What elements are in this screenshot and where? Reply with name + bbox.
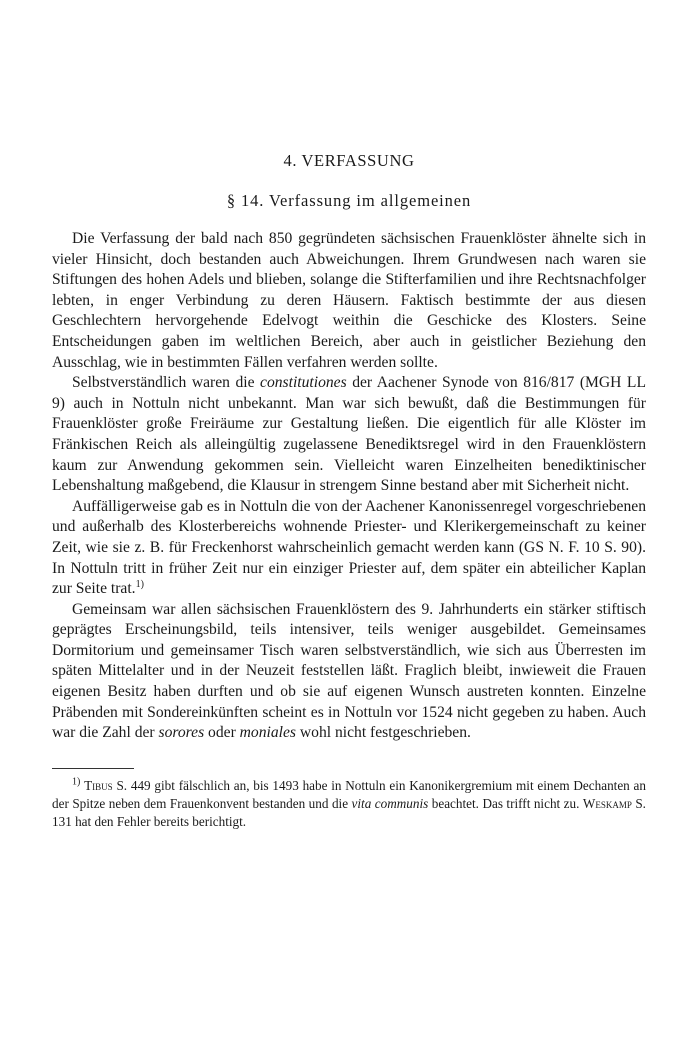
paragraph-text: der Aachener Synode von 816/817 (MGH LL 9) auch in Nottuln nicht unbekannt. Man war sich bewußt, daß die Bestimmungen für Frauenklöster große Freiräume zur Gestaltung ließen. Die eigentlich für alle Klöster im Fränkischen Reich als alleingültig zugelassene Benediktsregel wird in den Frauenklöstern kaum zur Anwendung gekommen sein. Vielleicht waren Einzelheiten benediktinischer Lebenshaltung maßgebend, die Klausur in strengem Sinne bestand aber mit Sicherheit nicht. (52, 374, 646, 495)
author-name: Weskamp (582, 796, 632, 812)
footnote-text: S. 131 hat den Fehler bereits berichtigt. (52, 796, 646, 830)
paragraph (52, 600, 646, 744)
paragraph-text: Gemeinsam war allen sächsischen Frauenklöstern des 9. Jahrhunderts ein stärker stiftisch geprägtes Erscheinungsbild, teils intensiver, teils weniger ausgebildet. Gemeinsames Dormitorium und gemeinsamer Tisch waren selbstverständlich, wie sich aus Überresten im späten Mittelalter und in der Neuzeit feststellen läßt. Fraglich bleibt, inwieweit die Frauen eigenen Besitz haben durften und ob sie auf eigenen Wunsch austreten konnten. Einzelne Präbenden mit Sondereinkünften scheint es in Nottuln vor 1524 nicht gegeben zu haben. Auch war die Zahl der (52, 600, 646, 742)
latin-term: sorores (158, 724, 205, 742)
footnote-text: S. 449 gibt fälschlich an, bis 1493 habe in Nottuln ein Kanonikergremium mit einem Dechanten an der Spitze neben dem Frauenkonvent bestanden und die (52, 777, 646, 812)
footnote-text: beachtet. Das trifft nicht zu. (428, 796, 583, 812)
latin-term: moniales (239, 724, 296, 742)
latin-term: vita communis (351, 796, 429, 812)
paragraph (52, 373, 646, 497)
paragraph-text: Die Verfassung der bald nach 850 gegründeten sächsischen Frauenklöster ähnelte sich in vieler Hinsicht, doch bestanden auch Abweichungen. Ihrem Grundwesen nach waren sie Stiftungen des hohen Adels und blieben, solange die Stifterfamilien und ihre Rechtsnachfolger lebten, in enger Verbindung zu deren Häusern. Faktisch bestimmte der aus diesen Geschlechtern hervorgehende Edelvogt weithin die Geschicke des Klosters. Seine Entscheidungen gaben im weltlichen Bereich, aber auch in geistlicher Beziehung den Ausschlag, wie in bestimmten Fällen verfahren werden sollte. (52, 230, 646, 371)
footnote (52, 777, 646, 832)
paragraph-text: wohl nicht festgeschrieben. (295, 724, 471, 742)
paragraph-text: oder (204, 724, 240, 742)
body-text (52, 229, 646, 744)
footnote-reference[interactable]: 1) (135, 578, 144, 590)
section-title: § 14. Verfassung im allgemeinen (226, 191, 472, 210)
author-name: Tibus (84, 777, 113, 793)
latin-term: constitutiones (260, 374, 347, 392)
paragraph-text: Selbstverständlich waren die (72, 374, 261, 392)
page (52, 150, 646, 832)
footnote-divider (52, 768, 134, 769)
paragraph-text: Auffälligerweise gab es in Nottuln die von der Aachener Kanonissenregel vorgeschriebenen und außerhalb des Klosterbereichs wohnende Priester- und Klerikergemeinschaft zu keiner Zeit, wie sie z. B. für Freckenhorst wahrscheinlich gemacht werden kann (GS N. F. 10 S. 90). In Nottuln tritt in früher Zeit nur ein einziger Priester auf, dem später ein abteilicher Kaplan zur Seite trat. (52, 497, 646, 598)
footnote-marker: 1) (72, 776, 81, 788)
paragraph (52, 229, 646, 373)
chapter-title: 4. VERFASSUNG (283, 151, 415, 170)
paragraph (52, 497, 646, 600)
footnotes (52, 777, 646, 832)
